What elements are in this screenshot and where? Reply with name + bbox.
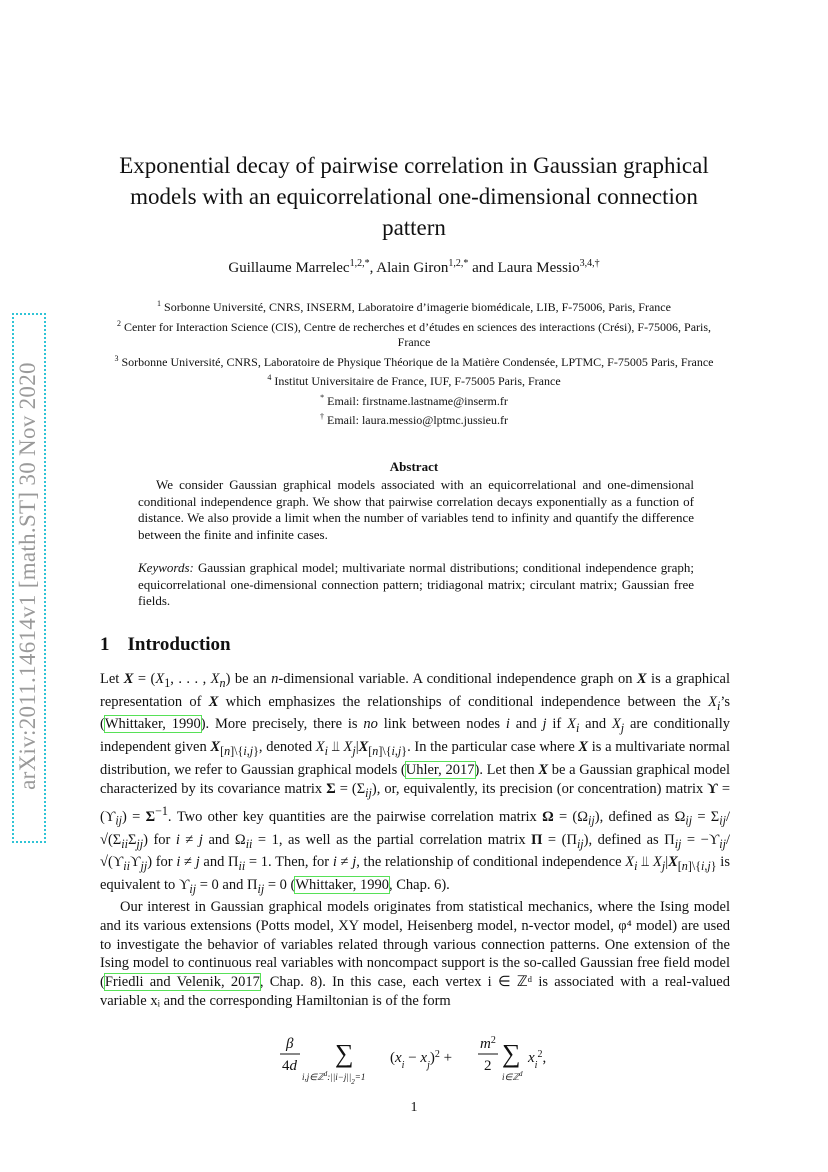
- svg-text:∑: ∑: [502, 1039, 521, 1068]
- affiliation-item: [100, 409, 728, 429]
- intro-paragraph-2: [100, 898, 730, 1011]
- citation-link[interactable]: Whittaker, 1990: [295, 877, 389, 894]
- affiliation-item: [100, 351, 728, 371]
- svg-text:(xi − xj)2 +: $(x_i - x_j)^2$ +: [390, 1048, 453, 1071]
- affiliation-mark: *: [320, 392, 325, 402]
- affiliation-text: Sorbonne Université, CNRS, INSERM, Laboratoire d’imagerie biomédicale, LIB, F-75006, Paris, France: [164, 300, 671, 314]
- affiliation-mark: 1: [157, 299, 162, 308]
- author-conjunction: and: [472, 260, 494, 276]
- svg-text:i∈ℤd: i∈ℤ$^d$: [502, 1070, 523, 1082]
- abstract-heading: Abstract: [389, 459, 439, 474]
- affiliation-list: [100, 296, 728, 429]
- hamiltonian-equation: [280, 1036, 560, 1084]
- affiliation-item: [100, 296, 728, 316]
- paper-title: [100, 150, 728, 243]
- svg-text:m2: $m^2$: [480, 1036, 496, 1052]
- keywords-text: Gaussian graphical model; multivariate normal distributions; conditional independence graph; equicorrelational one-dimensional connection pattern; tridiagonal matrix; circulant matrix; Gaussian free fields.: [138, 560, 695, 608]
- title-line-2: models with an equicorrelational one-dimensional connection: [130, 184, 698, 209]
- author-name: Guillaume Marrelec: [228, 260, 350, 276]
- email-text: Email: laura.messio@lptmc.jussieu.fr: [326, 413, 508, 427]
- svg-text:β: β: [286, 1036, 294, 1052]
- paragraph-text: , Chap. 8). In this case, each vertex i ∈ ℤᵈ is associated with a real-valued variable xᵢ and the corresponding Hamiltonian is of the form: [100, 974, 730, 1009]
- svg-text:xi2,: $x_i^2$,: [528, 1048, 547, 1071]
- affiliation-mark: 2: [116, 318, 121, 328]
- affiliation-text: Sorbonne Université, CNRS, Laboratoire de Physique Théorique de la Matière Condensée, LPTMC, F-75005 Paris, France: [121, 354, 714, 369]
- citation-link[interactable]: Whittaker, 1990: [104, 716, 201, 733]
- paragraph-text: Our interest in Gaussian graphical models originates from statistical mechanics, where the Ising model and its various extensions (Potts model, XY model, Heisenberg model, n-vector model, φ⁴ model) are used to investigate the behavior of variables related through various connection patterns. One extension of the Ising model to continuous real variables with noncompact support is the so-called Gaussian free field model (: [100, 899, 730, 991]
- arxiv-stamp-text[interactable]: arXiv:2011.14614v1 [math.ST] 30 Nov 2020: [15, 362, 40, 790]
- author-superscript: 1,2,*: [349, 258, 370, 269]
- svg-text:2: 2: [484, 1058, 492, 1074]
- citation-link[interactable]: Uhler, 2017: [405, 761, 475, 778]
- author-name: Laura Messio: [497, 260, 580, 276]
- arxiv-stamp[interactable]: [12, 313, 44, 841]
- keywords-label: Keywords:: [138, 560, 194, 575]
- affiliation-text: Institut Universitaire de France, IUF, F-75005 Paris, France: [274, 374, 561, 388]
- svg-text:∑: ∑: [335, 1039, 354, 1068]
- affiliation-item: [100, 390, 728, 410]
- citation-link[interactable]: Friedli and Velenik, 2017: [104, 974, 260, 991]
- author-superscript: 3,4,†: [579, 258, 600, 269]
- email-text: Email: firstname.lastname@inserm.fr: [327, 393, 508, 408]
- title-line-3: pattern: [382, 215, 446, 240]
- author-name: Alain Giron: [376, 260, 449, 276]
- section-heading: [100, 634, 231, 656]
- affiliation-mark: 4: [267, 373, 272, 382]
- author-superscript: 1,2,*: [448, 258, 469, 269]
- affiliation-mark: †: [319, 412, 324, 421]
- svg-text:4d: 4d: [282, 1058, 297, 1074]
- affiliation-item: [100, 370, 728, 390]
- affiliation-text: Center for Interaction Science (CIS), Centre de recherches et d’études en sciences des interactions (Crési), F-75006, Paris, France: [123, 319, 712, 349]
- affiliation-mark: 3: [114, 353, 119, 363]
- affiliation-item: [100, 316, 728, 351]
- title-line-1: Exponential decay of pairwise correlation in Gaussian graphical: [119, 153, 709, 178]
- intro-paragraph-1: Let $X = (X_1$, . . . , $X_n$) be an n-dimensional variable. A conditional independence graph on X is a graphical representation of X which emphasizes the relationships of conditional independence between the $X_i’s$ (Whittaker, 1990). More precisely, there is no link between nodes i and j if $X_i$ and $X_j$ are conditionally independent given $X_{[n]\backslash\{i,j\}}$, denoted $X_i$ ⫫ $X_j|X_{[n]\backslash\{i,j\}}$. In the particular case where X is a multivariate normal distribution, we refer to Gaussian graphical models (Uhler, 2017). Let then X be a Gaussian graphical model characterized by its covariance matrix $\Sigma = (\Sigma_{ij})$, or, equivalently, its precision (or concentration) matrix $ϒ = (ϒ_{ij}) = \Sigma^{-1}$. Two other key quantities are the pairwise correlation matrix $\Omega = (\Omega_{ij})$, defined as $\Omega_{ij} = \Sigma_{ij}/√(\Sigma_{ii}\Sigma_{jj})$ for i ≠ j and $\Omega_{ii} = 1$, as well as the partial correlation matrix $\Pi = (\Pi_{ij})$, defined as $\Pi_{ij} = -ϒ_{ij}/√(ϒ_{ii}ϒ_{jj})$ for i ≠ j and $\Pi_{ii} = 1$. Then, for i ≠ j, the relationship of conditional independence $X_i$ ⫫ $X_j|X_{[n]\backslash\{i,j\}}$ is equivalent to $ϒ_{ij} = 0$ and $\Pi_{ij} = 0$ (Whittaker, 1990, Chap. 6).: [100, 671, 731, 897]
- keywords-block: [138, 560, 694, 610]
- section-number: 1: [100, 634, 110, 655]
- abstract-text: We consider Gaussian graphical models associated with an equicorrelational and one-dimensional conditional independence graph. We show that pairwise correlation decays exponentially as a function of distance. We also provide a limit when the number of variables tend to infinity and quantify the difference between the finite and infinite cases.: [138, 477, 694, 542]
- svg-text:i,j∈ℤd:||i−j||2=1: $i,j\in ℤ^d:||i-j||_2=1$: [302, 1070, 366, 1084]
- author-list: Guillaume Marrelec$^{1,2,*}$, Alain Giron$^{1,2,*}$ and Laura Messio$^{3,4,\dagger}$: [228, 258, 600, 276]
- page-number: 1: [410, 1100, 418, 1115]
- section-title-text: Introduction: [127, 634, 231, 655]
